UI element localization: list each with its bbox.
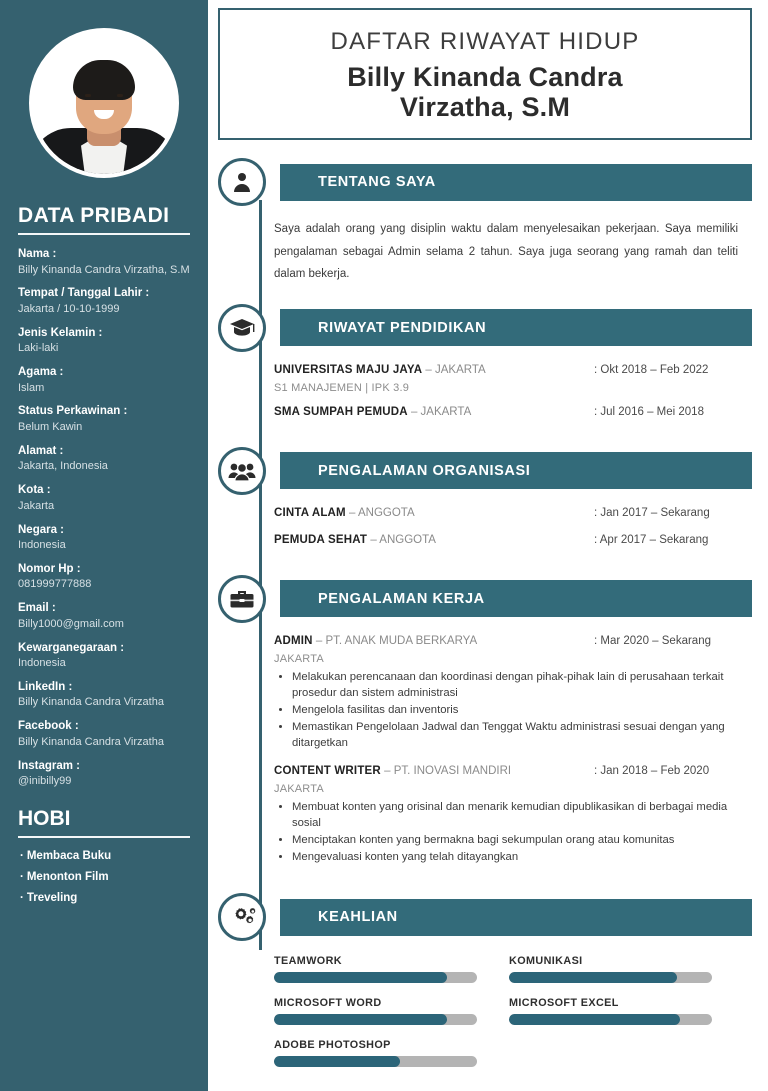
- skill-progress-track: [274, 1014, 477, 1025]
- list-item: • Membuat konten yang orisinal dan menarik kemudian dipublikasikan di berbagai media sosial: [292, 799, 744, 831]
- field-value: Belum Kawin: [18, 420, 83, 433]
- skill-progress-track: [274, 972, 477, 983]
- field-label: Instagram :: [18, 759, 80, 772]
- name-line-2: Virzatha, S.M: [399, 92, 571, 123]
- responsibility-list: [292, 799, 744, 865]
- field-value: Billy Kinanda Candra Virzatha, S.M: [18, 263, 190, 276]
- bullet-icon: ·: [20, 871, 24, 884]
- entry-date: : Jan 2018 – Feb 2020: [594, 764, 710, 777]
- education-list: [218, 352, 752, 433]
- entry-title: UNIVERSITAS MAJU JAYA: [274, 363, 423, 376]
- entry-city: JAKARTA: [274, 652, 324, 665]
- field-value: @inibilly99: [18, 775, 72, 788]
- field-value: 081999777888: [18, 578, 92, 591]
- personal-data-field: [18, 404, 190, 434]
- section-title-skills: KEAHLIAN: [280, 899, 752, 936]
- entry-subtitle: – JAKARTA: [422, 363, 486, 376]
- title-box: [218, 8, 752, 140]
- hobi-title: HOBI: [18, 807, 71, 831]
- skill-progress-fill: [509, 1014, 680, 1025]
- spacer: [274, 548, 744, 561]
- section-organization: [218, 447, 752, 561]
- personal-data-field: [18, 483, 190, 513]
- section-work: [218, 575, 752, 879]
- skill-item: [509, 955, 744, 983]
- skill-label: MICROSOFT WORD: [274, 997, 382, 1010]
- entry-detail: S1 MANAJEMEN | IPK 3.9: [274, 381, 410, 394]
- entry-title: ADMIN: [274, 634, 313, 647]
- skill-item: [274, 997, 509, 1025]
- entry-date: : Apr 2017 – Sekarang: [594, 533, 709, 546]
- field-value: Indonesia: [18, 539, 66, 552]
- field-label: Agama :: [18, 366, 64, 379]
- personal-data-field: [18, 759, 190, 789]
- list-item: [20, 871, 190, 883]
- sidebar: [0, 0, 208, 1091]
- entry-row: [274, 534, 744, 546]
- spacer: [274, 420, 744, 433]
- field-label: Email :: [18, 602, 56, 615]
- entry-title: SMA SUMPAH PEMUDA: [274, 405, 408, 418]
- field-value: Indonesia: [18, 657, 66, 670]
- hobi-list: [18, 850, 190, 904]
- list-item: [20, 892, 190, 904]
- field-value: Islam: [18, 381, 45, 394]
- avatar: [29, 28, 179, 178]
- field-value: Jakarta, Indonesia: [18, 460, 108, 473]
- organization-list: [218, 495, 752, 561]
- section-about: [218, 158, 752, 285]
- field-label: LinkedIn :: [18, 680, 73, 693]
- entry-subtitle: – ANGGOTA: [367, 533, 436, 546]
- hobi-label: Treveling: [26, 892, 78, 905]
- section-title-about: TENTANG SAYA: [280, 164, 752, 201]
- person-icon: [218, 158, 266, 206]
- entry-row: [274, 364, 744, 376]
- section-title-work: PENGALAMAN KERJA: [280, 580, 752, 617]
- field-value: Laki-laki: [18, 342, 59, 355]
- entry-city: JAKARTA: [274, 782, 324, 795]
- entry-subtitle: – PT. ANAK MUDA BERKARYA: [312, 634, 478, 647]
- list-item: • Melakukan perencanaan dan koordinasi dengan pihak-pihak lain di perusahaan terkait prosedur dan sistem administrasi: [292, 669, 744, 701]
- personal-data-field: [18, 523, 190, 553]
- list-item: • Menciptakan konten yang bermakna bagi sekumpulan orang atau komunitas: [292, 832, 744, 848]
- briefcase-icon: [218, 575, 266, 623]
- personal-data-field: [18, 641, 190, 671]
- personal-data-field: [18, 365, 190, 395]
- personal-data-list: [18, 247, 190, 789]
- field-value: Billy Kinanda Candra Virzatha: [18, 696, 164, 709]
- personal-data-field: [18, 286, 190, 316]
- entry-left: [274, 364, 594, 376]
- list-item: [20, 850, 190, 862]
- skill-label: ADOBE PHOTOSHOP: [274, 1039, 391, 1052]
- data-pribadi-title: DATA PRIBADI: [18, 204, 170, 227]
- entry-title: PEMUDA SEHAT: [274, 533, 368, 546]
- field-value: Billy1000@gmail.com: [18, 617, 124, 630]
- spacer: [274, 752, 744, 765]
- skill-progress-fill: [274, 1056, 400, 1067]
- bullet-icon: ·: [20, 850, 24, 863]
- spacer: [274, 866, 744, 879]
- field-label: Tempat / Tanggal Lahir :: [18, 287, 150, 300]
- personal-data-field: [18, 601, 190, 631]
- entry-title: CONTENT WRITER: [274, 764, 381, 777]
- hobi-label: Menonton Film: [26, 871, 109, 884]
- skill-progress-fill: [274, 1014, 447, 1025]
- field-label: Nama :: [18, 248, 57, 260]
- field-label: Kewarganegaraan :: [18, 641, 125, 654]
- hobi-label: Membaca Buku: [26, 850, 112, 863]
- entry-row: [274, 765, 744, 777]
- document-subtitle: DAFTAR RIWAYAT HIDUP: [330, 28, 640, 55]
- section-education: [218, 304, 752, 433]
- graduation-cap-icon: [218, 304, 266, 352]
- skill-progress-track: [509, 1014, 712, 1025]
- page-title: [230, 62, 740, 122]
- work-list: [218, 623, 752, 879]
- entry-left: [274, 406, 594, 418]
- skill-progress-track: [274, 1056, 477, 1067]
- field-label: Facebook :: [18, 720, 79, 733]
- field-label: Kota :: [18, 484, 51, 497]
- people-group-icon: [218, 447, 266, 495]
- gears-icon: [218, 893, 266, 941]
- section-title-organization: PENGALAMAN ORGANISASI: [280, 452, 752, 489]
- personal-data-field: [18, 719, 190, 749]
- entry-date: : Jan 2017 – Sekarang: [594, 506, 710, 519]
- field-value: Jakarta: [18, 499, 55, 512]
- section-skills: [218, 893, 752, 1081]
- skill-label: TEAMWORK: [274, 955, 342, 968]
- personal-data-field: [18, 562, 190, 592]
- personal-data-field: [18, 326, 190, 356]
- entry-date: : Okt 2018 – Feb 2022: [594, 363, 709, 376]
- field-label: Status Perkawinan :: [18, 405, 128, 418]
- personal-data-field: [18, 247, 190, 277]
- skill-item: [509, 997, 744, 1025]
- skills-list: [218, 941, 752, 1081]
- list-item: • Mengelola fasilitas dan inventoris: [292, 702, 744, 718]
- entry-left: [274, 534, 594, 546]
- skill-progress-track: [509, 972, 712, 983]
- entry-row: [274, 635, 744, 647]
- field-label: Jenis Kelamin :: [18, 326, 103, 339]
- personal-data-field: [18, 680, 190, 710]
- list-item: • Mengevaluasi konten yang telah ditayangkan: [292, 849, 744, 865]
- portrait-photo: [33, 32, 175, 174]
- entry-left: [274, 765, 594, 777]
- entry-row: [274, 507, 744, 519]
- field-label: Negara :: [18, 523, 65, 536]
- field-label: Nomor Hp :: [18, 562, 81, 575]
- entry-left: [274, 507, 594, 519]
- skill-progress-fill: [274, 972, 447, 983]
- field-value: Jakarta / 10-10-1999: [18, 302, 120, 315]
- skill-label: MICROSOFT EXCEL: [509, 997, 619, 1010]
- skill-item: [274, 1039, 509, 1067]
- entry-subtitle: – JAKARTA: [407, 405, 472, 418]
- divider: [18, 836, 190, 838]
- entry-left: [274, 635, 594, 647]
- entry-subtitle: – PT. INOVASI MANDIRI: [380, 764, 512, 777]
- list-item: • Memastikan Pengelolaan Jadwal dan Tenggat Waktu administrasi sesuai dengan yang ditargetkan: [292, 719, 744, 751]
- entry-date: : Jul 2016 – Mei 2018: [594, 405, 704, 418]
- about-paragraph: Saya adalah orang yang disiplin waktu dalam menyelesaikan pekerjaan. Saya memiliki pengalaman sebagai Admin selama 2 tahun. Saya juga seorang yang ramah dan teliti dalam bekerja.: [274, 223, 738, 281]
- section-title-education: RIWAYAT PENDIDIKAN: [280, 309, 752, 346]
- entry-date: : Mar 2020 – Sekarang: [594, 634, 711, 647]
- skill-progress-fill: [509, 972, 677, 983]
- spacer: [274, 521, 744, 534]
- divider: [18, 233, 190, 235]
- entry-subtitle: – ANGGOTA: [345, 506, 415, 519]
- entry-title: CINTA ALAM: [274, 506, 346, 519]
- personal-data-field: [18, 444, 190, 474]
- field-value: Billy Kinanda Candra Virzatha: [18, 735, 164, 748]
- name-line-1: Billy Kinanda Candra: [347, 62, 623, 92]
- main-content: [208, 0, 768, 1091]
- skill-label: KOMUNIKASI: [509, 955, 583, 968]
- skill-item: [274, 955, 509, 983]
- responsibility-list: [292, 669, 744, 751]
- entry-row: [274, 406, 744, 418]
- bullet-icon: ·: [20, 892, 24, 905]
- field-label: Alamat :: [18, 444, 64, 457]
